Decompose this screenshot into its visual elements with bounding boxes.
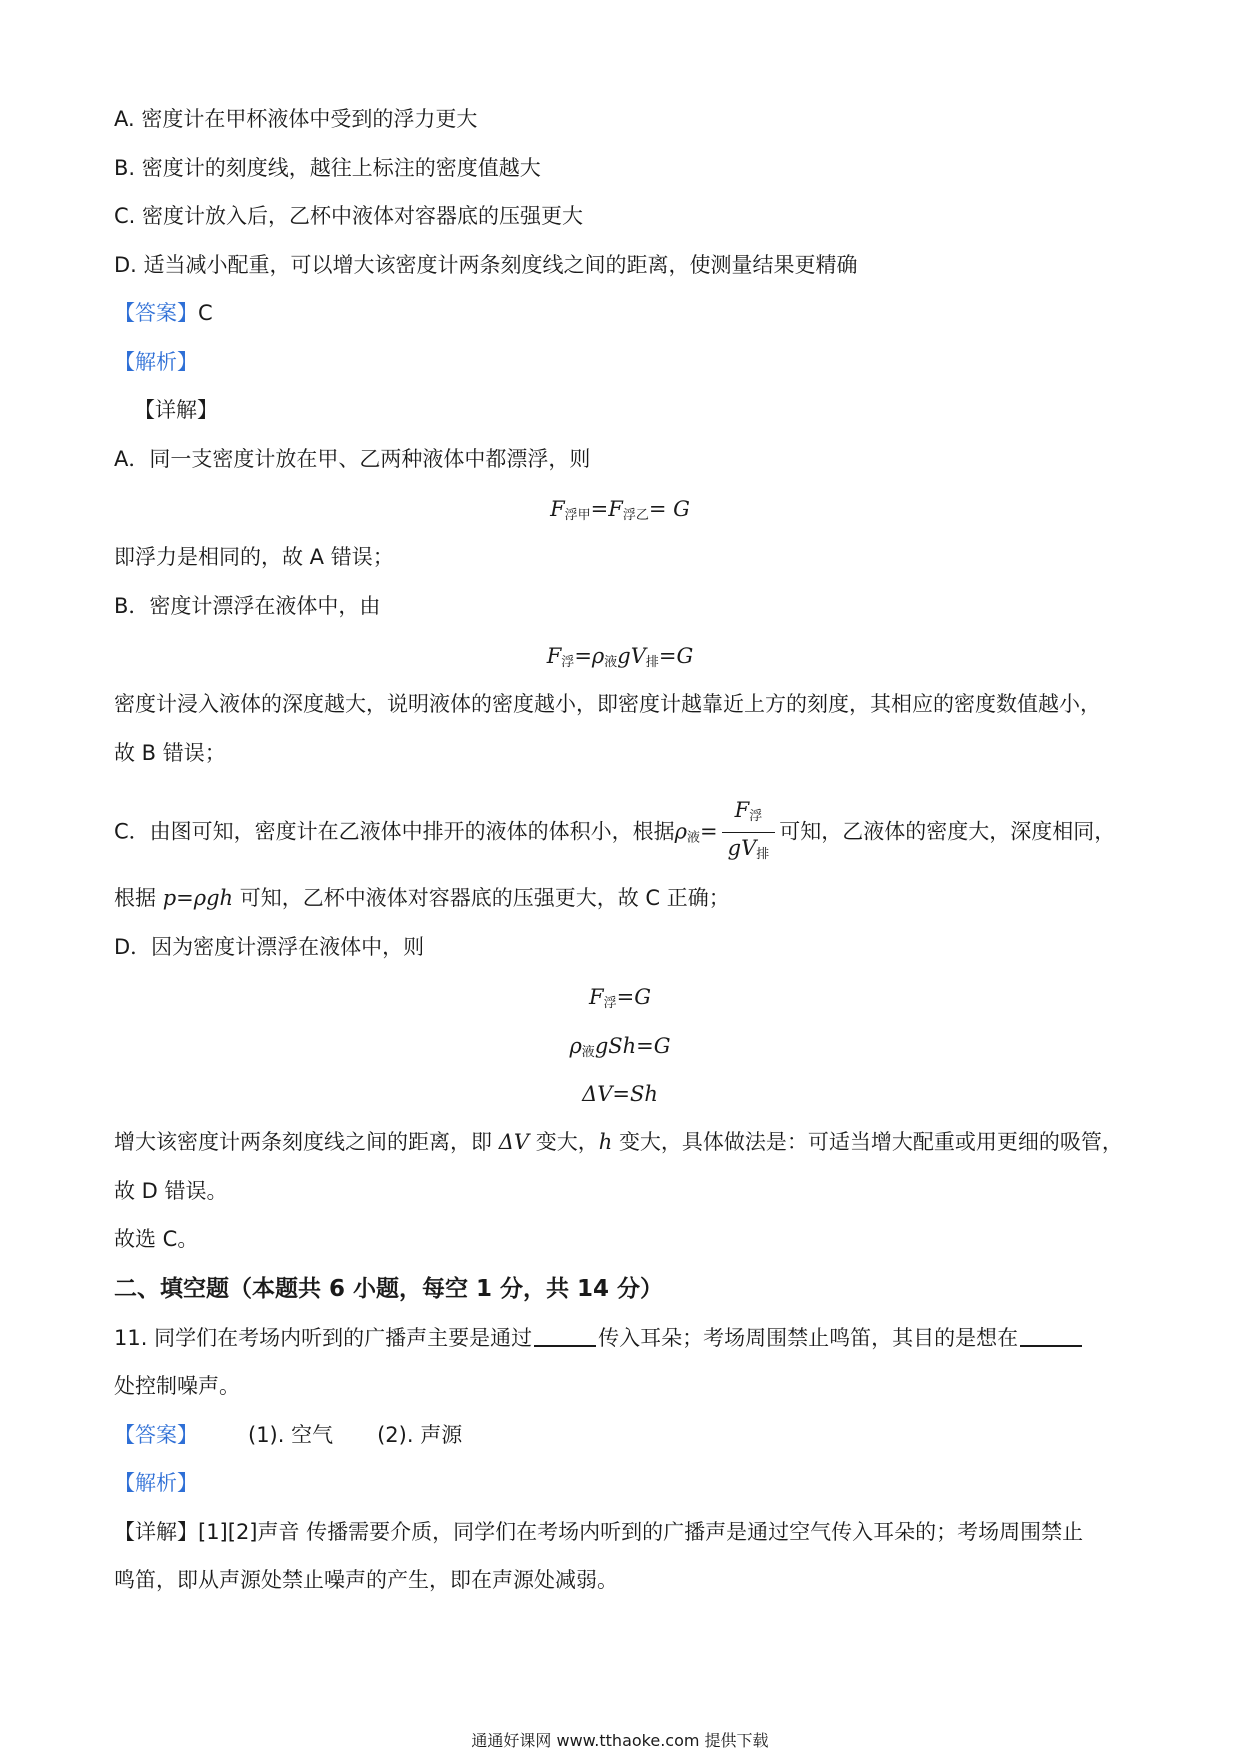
answer-11-2: (2). 声源 [377,1423,463,1447]
question-11-cont: 处控制噪声。 [114,1374,240,1398]
explain-a-conclusion: 即浮力是相同的，故 A 错误； [114,545,394,569]
formula-2: $F_浮=\rho_液gV_排=G$ [546,644,694,670]
explain-b: B．密度计漂浮在液体中，由 [114,594,381,618]
explain-d-text: 增大该密度计两条刻度线之间的距离，即 ΔV 变大，h 变大，具体做法是：可适当增大配重或用更细的吸管， [114,1130,1123,1154]
analysis-label-11: 【解析】 [114,1471,198,1495]
formula-4: $\rho_液gSh=G$ [569,1034,671,1060]
option-a: A. 密度计在甲杯液体中受到的浮力更大 [114,107,478,131]
detail-11-2: 鸣笛，即从声源处禁止噪声的产生，即在声源处减弱。 [114,1568,618,1592]
analysis-label: 【解析】 [114,350,198,374]
blank-1 [534,1325,596,1347]
answer-row-11: 【答案】 (1). 空气 (2). 声源 [114,1423,463,1447]
footer-text: 通通好课网 www.tthaoke.com 提供下载 [471,1731,769,1750]
answer-value: C [198,301,213,325]
formula-5: ΔV=Sh [582,1082,658,1106]
section-heading: 二、填空题（本题共 6 小题，每空 1 分，共 14 分） [114,1276,664,1302]
explain-c: C．由图可知，密度计在乙液体中排开的液体的体积小，根据$\rho_液=$ $\frac{F_浮}{gV_排}$ 可知，乙液体的密度大，深度相同， [114,795,1115,870]
answer-row [114,298,213,328]
explain-c-2: 根据 p=ρgh 可知，乙杯中液体对容器底的压强更大，故 C 正确； [114,886,730,910]
formula-1: $F_{浮甲}=F_{浮乙}= G$ [550,497,690,523]
density-fraction: $\frac{F_浮}{gV_排}$ [722,795,776,870]
option-d: D. 适当减小配重，可以增大该密度计两条刻度线之间的距离，使测量结果更精确 [114,253,858,277]
explain-d: D．因为密度计漂浮在液体中，则 [114,935,425,959]
option-c: C. 密度计放入后，乙杯中液体对容器底的压强更大 [114,204,584,228]
option-b: B. 密度计的刻度线，越往上标注的密度值越大 [114,156,541,180]
explain-b-text: 密度计浸入液体的深度越大，说明液体的密度越小，即密度计越靠近上方的刻度，其相应的密度数值越小， [114,692,1101,716]
answer-label: 【答案】 [114,301,198,325]
explain-a: A．同一支密度计放在甲、乙两种液体中都漂浮，则 [114,447,591,471]
formula-3: $F_浮=G$ [589,985,651,1011]
blank-2 [1020,1325,1082,1347]
detail-11-1: 【详解】[1][2]声音 传播需要介质，同学们在考场内听到的广播声是通过空气传入耳朵的；考场周围禁止 [114,1520,1084,1544]
explain-b-conclusion: 故 B 错误； [114,741,226,765]
detail-label: 【详解】 [134,398,218,422]
answer-11-1: (1). 空气 [248,1423,334,1447]
question-11: 11. 同学们在考场内听到的广播声主要是通过 传入耳朵；考场周围禁止鸣笛，其目的是想在 [114,1323,1084,1353]
final-choice: 故选 C。 [114,1227,199,1251]
explain-d-conclusion: 故 D 错误。 [114,1179,228,1203]
